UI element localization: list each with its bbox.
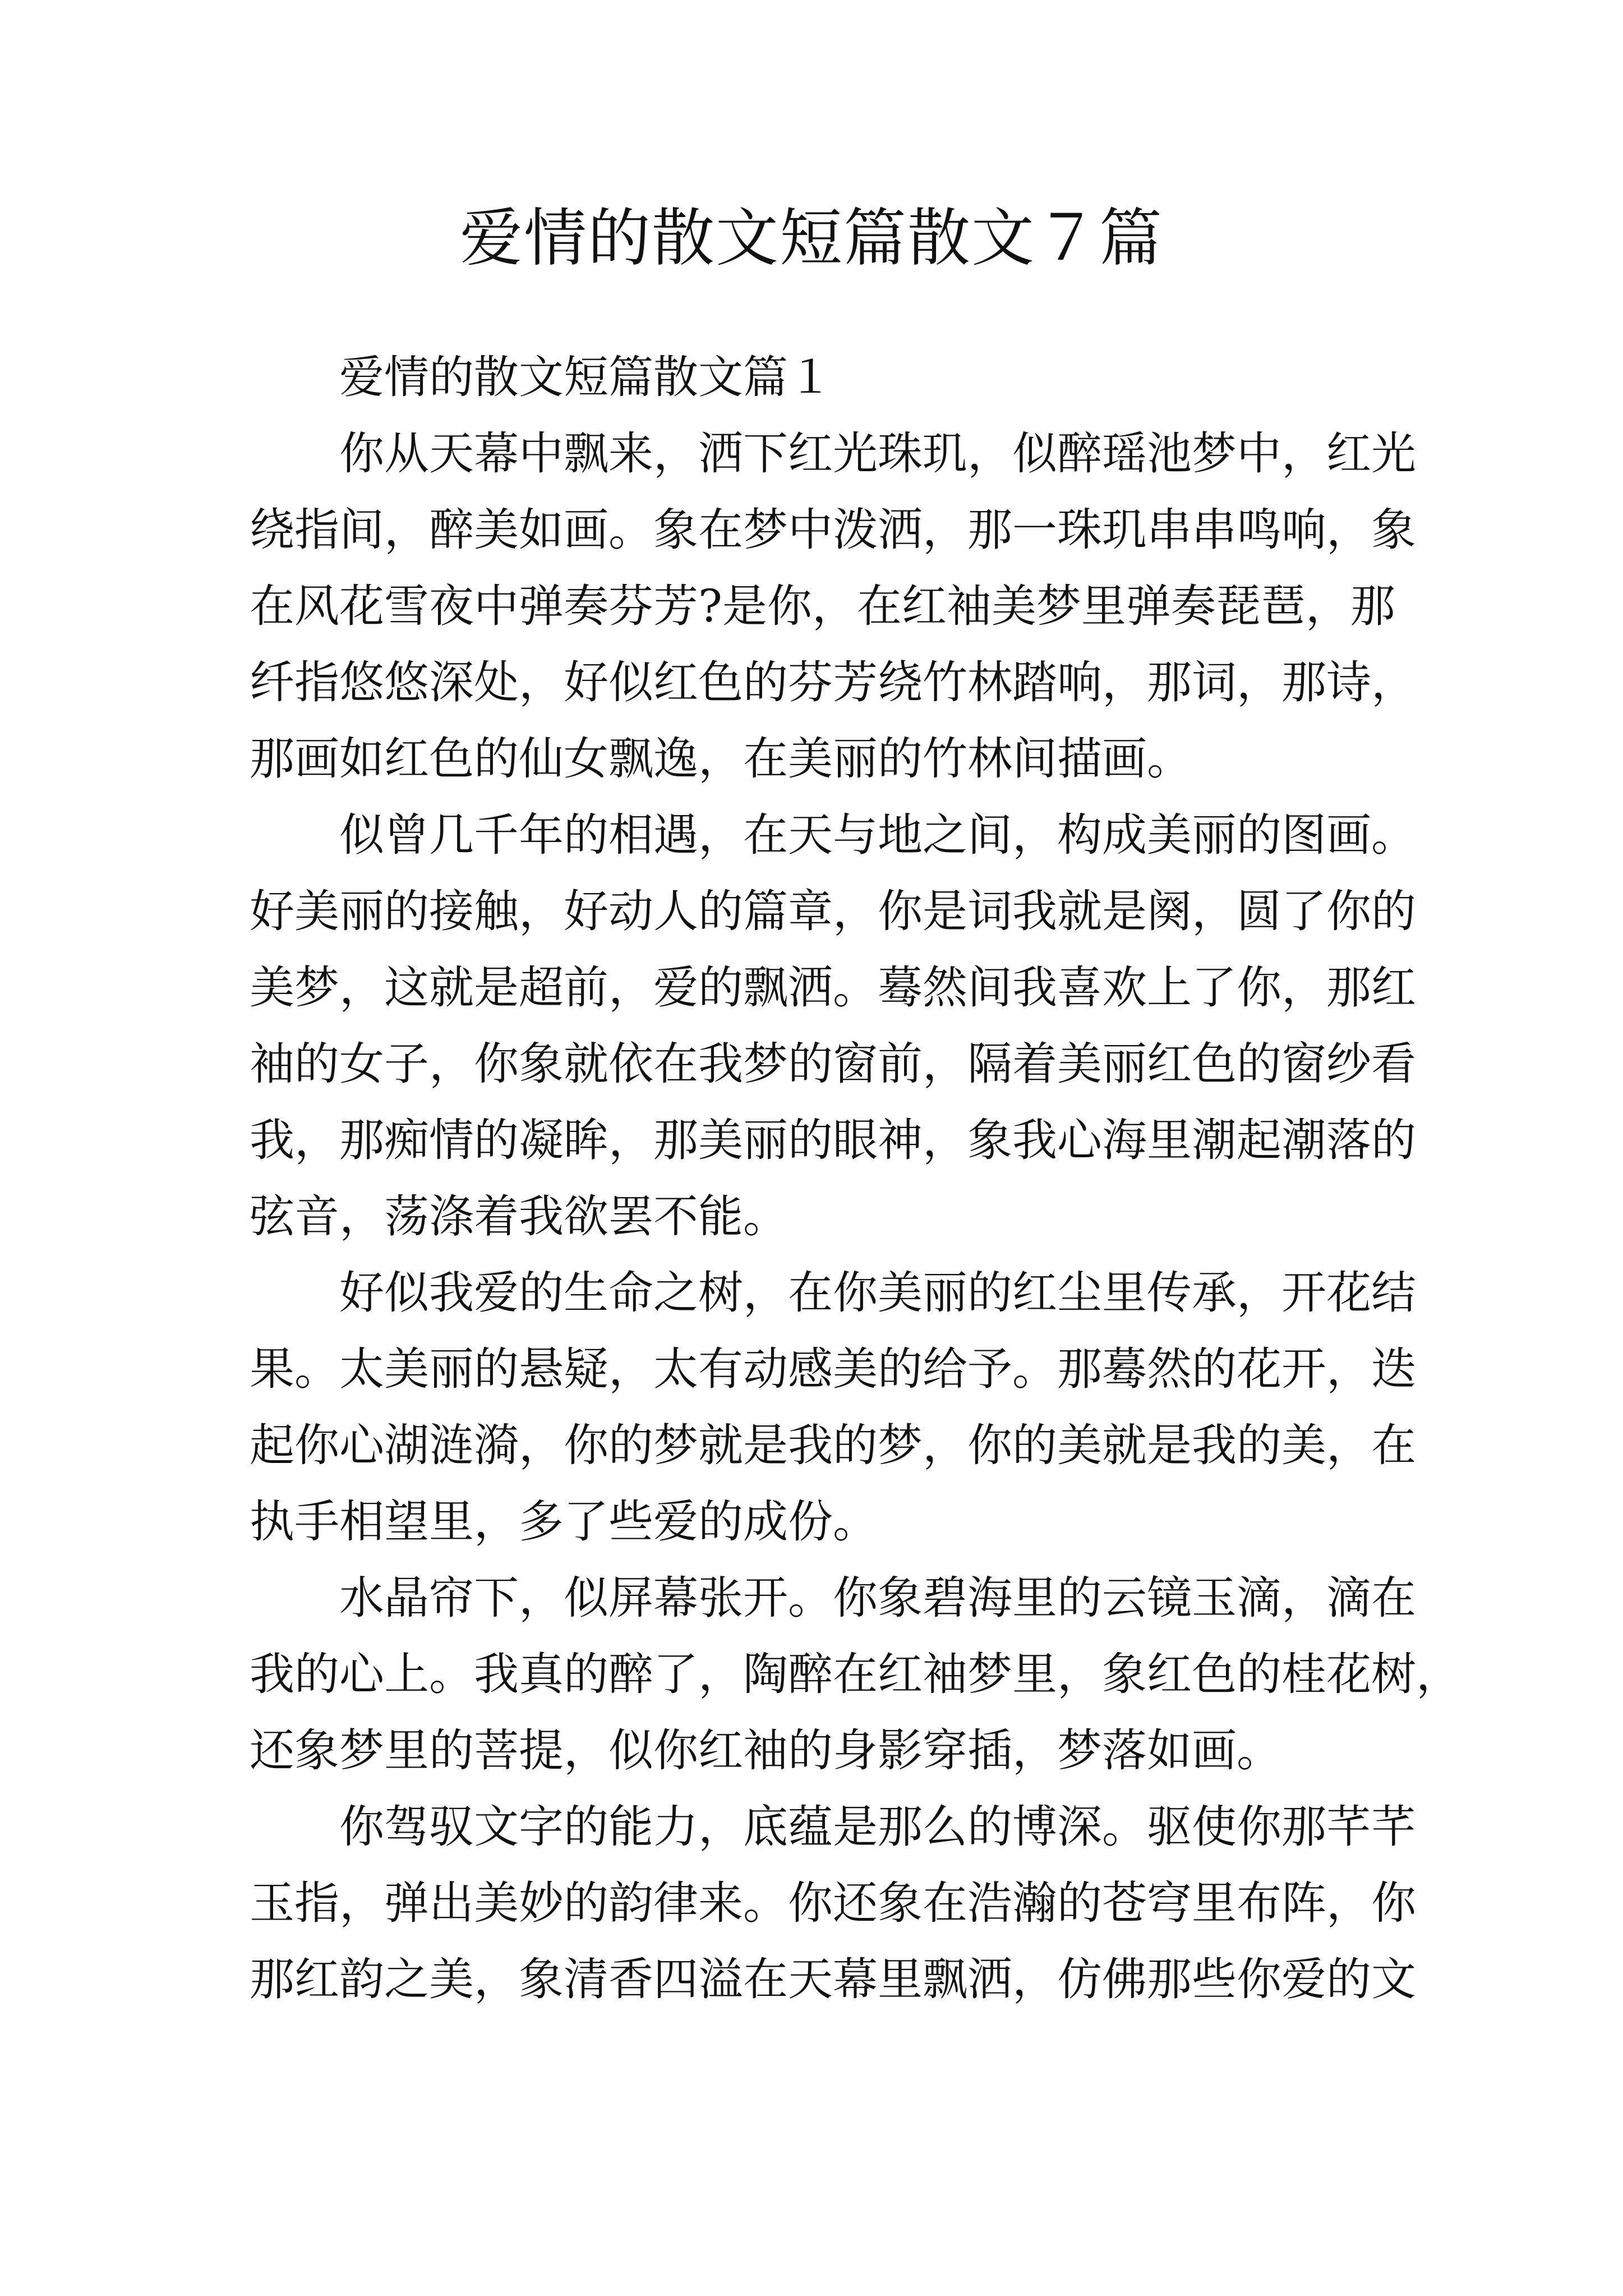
paragraph-line: 果。太美丽的悬疑，太有动感美的给予。那蓦然的花开，迭 [250, 1343, 1416, 1395]
paragraph-line: 袖的女子，你象就依在我梦的窗前，隔着美丽红色的窗纱看 [250, 1038, 1416, 1090]
paragraph [250, 1560, 1461, 1789]
document-title: 爱情的散文短篇散文７篇 [460, 202, 1163, 275]
paragraph-list [250, 416, 1461, 2018]
paragraph-line: 执手相望里，多了些爱的成份。 [250, 1496, 878, 1548]
paragraph-line: 水晶帘下，似屏幕张开。你象碧海里的云镜玉滴，滴在 [339, 1572, 1416, 1624]
paragraph-line: 弦音，荡涤着我欲罢不能。 [250, 1190, 788, 1243]
paragraph-line: 绕指间，醉美如画。象在梦中泼洒，那一珠玑串串鸣响，象 [250, 504, 1416, 556]
paragraph-line: 在风花雪夜中弹奏芬芳?是你，在红袖美梦里弹奏琵琶，那 [250, 580, 1395, 632]
paragraph [250, 1789, 1416, 2018]
paragraph [250, 416, 1416, 797]
paragraph-line: 还象梦里的菩提，似你红袖的身影穿插，梦落如画。 [250, 1724, 1281, 1777]
paragraph-line: 你驾驭文字的能力，底蕴是那么的博深。驱使你那芊芊 [339, 1801, 1416, 1853]
paragraph-line: 我，那痴情的凝眸，那美丽的眼神，象我心海里潮起潮落的 [250, 1114, 1416, 1166]
paragraph-line: 我的心上。我真的醉了，陶醉在红袖梦里，象红色的桂花树， [250, 1648, 1461, 1700]
section-heading: 爱情的散文短篇散文篇１ [339, 351, 833, 403]
paragraph-line: 美梦，这就是超前，爱的飘洒。蓦然间我喜欢上了你，那红 [250, 961, 1416, 1014]
paragraph-line: 那红韵之美，象清香四溢在天幕里飘洒，仿佛那些你爱的文 [250, 1953, 1416, 2005]
paragraph-line: 你从天幕中飘来，洒下红光珠玑，似醉瑶池梦中，红光 [339, 427, 1416, 480]
document-body [250, 339, 1461, 2018]
paragraph-line: 起你心湖涟漪，你的梦就是我的梦，你的美就是我的美，在 [250, 1419, 1416, 1471]
paragraph [250, 797, 1416, 1255]
paragraph-line: 玉指，弹出美妙的韵律来。你还象在浩瀚的苍穹里布阵，你 [250, 1877, 1416, 1929]
paragraph-line: 似曾几千年的相遇，在天与地之间，构成美丽的图画。 [339, 809, 1416, 861]
paragraph-line: 好美丽的接触，好动人的篇章，你是词我就是阕，圆了你的 [250, 885, 1416, 937]
paragraph [250, 1255, 1416, 1560]
paragraph-line: 好似我爱的生命之树，在你美丽的红尘里传承，开花结 [339, 1267, 1416, 1319]
paragraph-line: 纤指悠悠深处，好似红色的芬芳绕竹林踏响，那词，那诗， [250, 656, 1416, 708]
paragraph-line: 那画如红色的仙女飘逸，在美丽的竹林间描画。 [250, 733, 1192, 785]
